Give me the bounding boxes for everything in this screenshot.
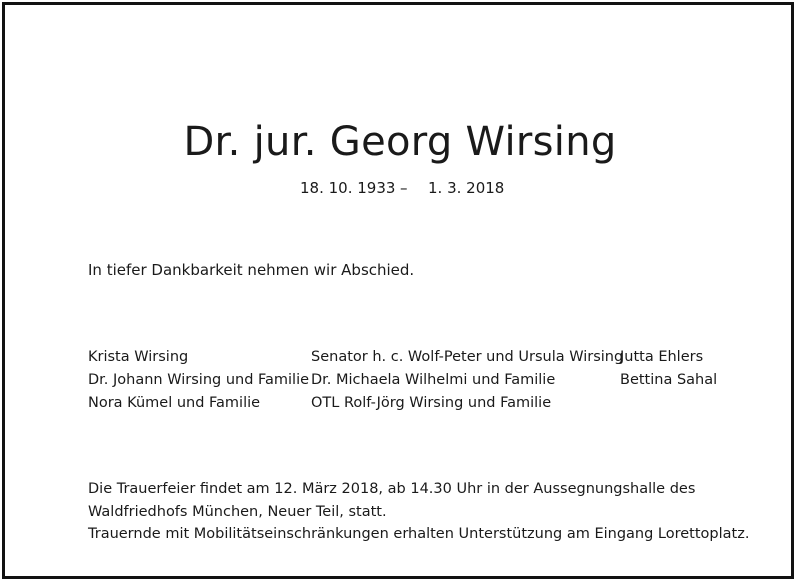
death-date: 1. 3. 2018	[428, 179, 505, 197]
date-separator: –	[400, 179, 408, 197]
mourners-column-2	[311, 346, 623, 415]
mourner: Senator h. c. Wolf-Peter und Ursula Wirsing	[311, 349, 624, 365]
farewell-text: In tiefer Dankbarkeit nehmen wir Abschied.	[88, 261, 415, 279]
funeral-notice	[88, 478, 749, 546]
mourner: Dr. Michaela Wilhelmi und Familie	[311, 372, 556, 388]
funeral-line: Waldfriedhofs München, Neuer Teil, statt.	[88, 503, 387, 520]
mourner: Jutta Ehlers	[620, 349, 704, 365]
mourner: Nora Kümel und Familie	[88, 395, 261, 411]
mourner: Bettina Sahal	[620, 372, 718, 388]
mourner: Krista Wirsing	[88, 349, 189, 365]
funeral-line: Trauernde mit Mobilitätseinschränkungen erhalten Unterstützung am Eingang Lorettoplatz.	[88, 526, 750, 542]
mourner: Dr. Johann Wirsing und Familie	[88, 372, 310, 388]
mourners-column-1	[88, 346, 309, 415]
funeral-line: Die Trauerfeier findet am 12. März 2018, ab 14.30 Uhr in der Aussegnungshalle des	[88, 481, 696, 497]
birth-date: 18. 10. 1933	[300, 179, 396, 197]
mourners-column-3	[620, 346, 717, 392]
deceased-name: Dr. jur. Georg Wirsing	[183, 119, 617, 165]
mourner: OTL Rolf-Jörg Wirsing und Familie	[311, 395, 552, 411]
